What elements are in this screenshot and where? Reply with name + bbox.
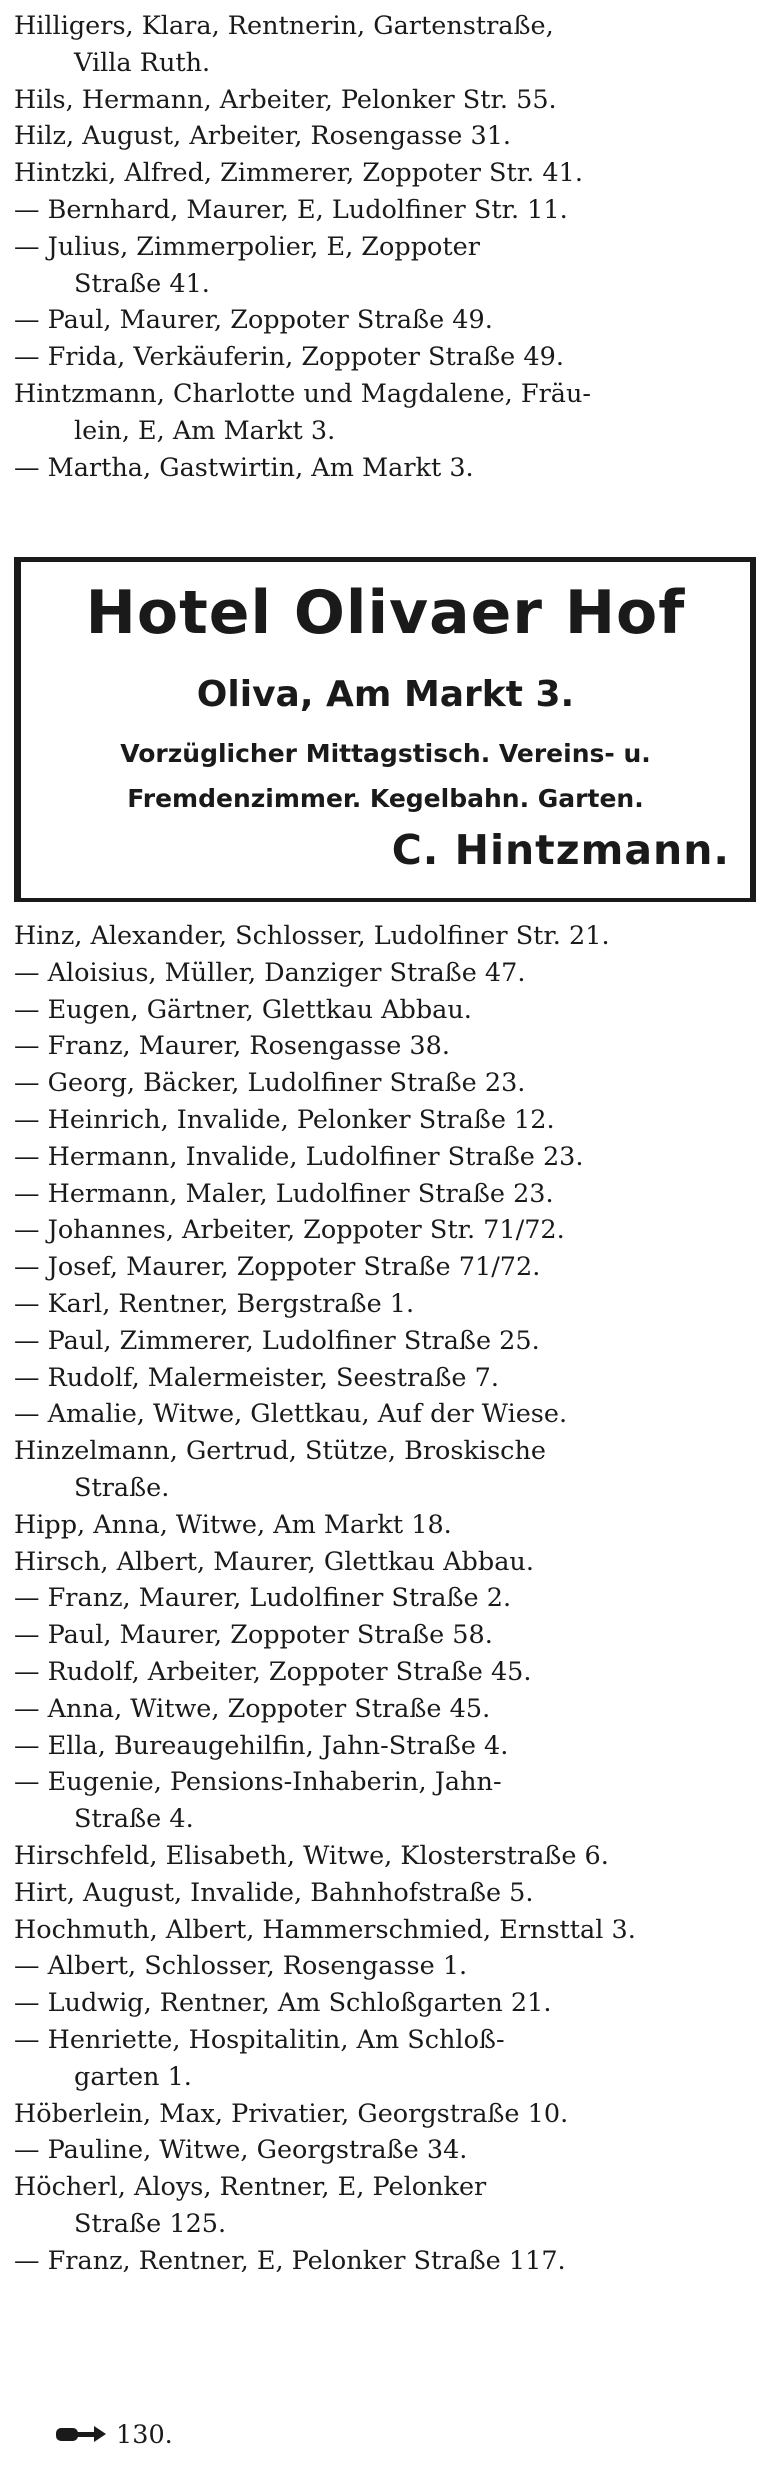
entry-line: — Eugenie, Pensions-Inhaberin, Jahn- xyxy=(14,1767,502,1798)
entry-continuation: Villa Ruth. xyxy=(74,47,211,78)
ad-owner: C. Hintzmann. xyxy=(391,826,730,874)
directory-entry xyxy=(14,2169,770,2243)
ad-text-line-1: Vorzüglicher Mittagstisch. Vereins- u. xyxy=(120,739,651,768)
entry-line: — Paul, Maurer, Zoppoter Straße 49. xyxy=(14,305,493,336)
entry-line: — Anna, Witwe, Zoppoter Straße 45. xyxy=(14,1693,491,1724)
directory-entry xyxy=(14,1286,770,1323)
directory-entry xyxy=(14,2096,770,2133)
ad-subtitle: Oliva, Am Markt 3. xyxy=(196,674,575,715)
hotel-advertisement xyxy=(14,557,756,902)
entry-line: Hirt, August, Invalide, Bahnhofstraße 5. xyxy=(14,1877,534,1908)
directory-entry xyxy=(14,376,770,450)
directory-entry xyxy=(14,1139,770,1176)
directory-entry xyxy=(14,1396,770,1433)
directory-entry xyxy=(14,1028,770,1065)
entry-line: — Franz, Maurer, Ludolfiner Straße 2. xyxy=(14,1583,512,1614)
entry-continuation: Straße 41. xyxy=(74,268,210,299)
entry-line: — Aloisius, Müller, Danziger Straße 47. xyxy=(14,957,526,988)
entry-continuation: Straße 4. xyxy=(74,1804,194,1835)
directory-entry xyxy=(14,8,770,82)
entry-line: Hinz, Alexander, Schlosser, Ludolfiner Str. 21. xyxy=(14,921,610,951)
directory-entry xyxy=(14,82,770,119)
directory-entry xyxy=(14,1580,770,1617)
entry-line: — Johannes, Arbeiter, Zoppoter Str. 71/72. xyxy=(14,1215,565,1246)
directory-entries-bottom xyxy=(14,918,770,2279)
entry-line: — Amalie, Witwe, Glettkau, Auf der Wiese. xyxy=(14,1399,568,1430)
directory-entry xyxy=(14,955,770,992)
entry-continuation: garten 1. xyxy=(74,2061,192,2092)
entry-line: Hirsch, Albert, Maurer, Glettkau Abbau. xyxy=(14,1546,534,1577)
ad-title: Hotel Olivaer Hof xyxy=(85,578,686,648)
phone-number: 130. xyxy=(116,2420,173,2450)
directory-entry xyxy=(14,1544,770,1581)
entry-line: Hirschfeld, Elisabeth, Witwe, Klosterstraße 6. xyxy=(14,1840,609,1871)
directory-entry xyxy=(14,155,770,192)
entry-line: — Franz, Rentner, E, Pelonker Straße 117. xyxy=(14,2245,566,2276)
directory-entry xyxy=(14,1360,770,1397)
directory-entries-top xyxy=(14,8,770,486)
directory-entry xyxy=(14,1838,770,1875)
entry-line: — Eugen, Gärtner, Glettkau Abbau. xyxy=(14,994,472,1025)
entry-continuation: lein, E, Am Markt 3. xyxy=(74,415,336,446)
directory-entry xyxy=(14,192,770,229)
directory-entry xyxy=(14,2022,770,2096)
directory-entry xyxy=(14,1912,770,1949)
directory-entry xyxy=(14,1176,770,1213)
entry-line: Höberlein, Max, Privatier, Georgstraße 10. xyxy=(14,2098,569,2129)
entry-line: — Ludwig, Rentner, Am Schloßgarten 21. xyxy=(14,1988,552,2019)
telephone-icon xyxy=(54,2423,108,2445)
directory-entry xyxy=(14,229,770,303)
directory-entry xyxy=(14,1507,770,1544)
entry-continuation: Straße 125. xyxy=(74,2208,227,2239)
directory-entry xyxy=(14,1102,770,1139)
directory-entry xyxy=(14,302,770,339)
entry-line: — Albert, Schlosser, Rosengasse 1. xyxy=(14,1951,468,1982)
directory-entry xyxy=(14,918,770,955)
entry-line: — Georg, Bäcker, Ludolfiner Straße 23. xyxy=(14,1068,526,1099)
directory-entry xyxy=(14,1212,770,1249)
ad-text-line-2: Fremdenzimmer. Kegelbahn. Garten. xyxy=(127,784,644,813)
entry-line: — Julius, Zimmerpolier, E, Zoppoter xyxy=(14,231,480,262)
entry-line: Hinzelmann, Gertrud, Stütze, Broskische xyxy=(14,1436,546,1467)
entry-line: — Henriette, Hospitalitin, Am Schloß- xyxy=(14,2024,505,2055)
entry-line: — Pauline, Witwe, Georgstraße 34. xyxy=(14,2135,468,2166)
entry-line: — Paul, Maurer, Zoppoter Straße 58. xyxy=(14,1620,493,1651)
directory-entry xyxy=(14,1433,770,1507)
entry-line: — Bernhard, Maurer, E, Ludolfiner Str. 11. xyxy=(14,194,568,225)
directory-entry xyxy=(14,1985,770,2022)
directory-entry xyxy=(14,1875,770,1912)
directory-entry xyxy=(14,1948,770,1985)
entry-line: — Frida, Verkäuferin, Zoppoter Straße 49. xyxy=(14,342,564,373)
entry-line: Hintzki, Alfred, Zimmerer, Zoppoter Str. 41. xyxy=(14,158,583,189)
directory-entry xyxy=(14,1728,770,1765)
entry-line: — Heinrich, Invalide, Pelonker Straße 12. xyxy=(14,1104,555,1135)
entry-line: — Franz, Maurer, Rosengasse 38. xyxy=(14,1031,450,1062)
directory-entry xyxy=(14,1654,770,1691)
entry-line: Hochmuth, Albert, Hammerschmied, Ernsttal 3. xyxy=(14,1914,636,1945)
directory-entry xyxy=(14,1249,770,1286)
entry-line: Hilz, August, Arbeiter, Rosengasse 31. xyxy=(14,121,512,152)
entry-line: Hils, Hermann, Arbeiter, Pelonker Str. 55. xyxy=(14,84,557,115)
entry-line: — Paul, Zimmerer, Ludolfiner Straße 25. xyxy=(14,1325,540,1356)
entry-line: Hipp, Anna, Witwe, Am Markt 18. xyxy=(14,1509,452,1540)
entry-line: — Ella, Bureaugehilfin, Jahn-Straße 4. xyxy=(14,1730,509,1761)
directory-entry xyxy=(14,1617,770,1654)
entry-line: — Hermann, Maler, Ludolfiner Straße 23. xyxy=(14,1178,554,1209)
entry-line: — Martha, Gastwirtin, Am Markt 3. xyxy=(14,452,474,483)
directory-entry xyxy=(14,2243,770,2280)
directory-entry xyxy=(14,1065,770,1102)
directory-entry xyxy=(14,339,770,376)
directory-entry xyxy=(14,1323,770,1360)
directory-entry xyxy=(14,2132,770,2169)
entry-line: — Hermann, Invalide, Ludolfiner Straße 23. xyxy=(14,1141,584,1172)
entry-line: — Josef, Maurer, Zoppoter Straße 71/72. xyxy=(14,1252,541,1283)
entry-line: — Karl, Rentner, Bergstraße 1. xyxy=(14,1288,415,1319)
directory-entry xyxy=(14,992,770,1029)
directory-entry xyxy=(14,1691,770,1728)
entry-line: Hilligers, Klara, Rentnerin, Gartenstraße, xyxy=(14,11,554,41)
directory-entry xyxy=(14,450,770,487)
entry-line: Höcherl, Aloys, Rentner, E, Pelonker xyxy=(14,2172,487,2203)
entry-line: — Rudolf, Arbeiter, Zoppoter Straße 45. xyxy=(14,1656,532,1687)
entry-line: Hintzmann, Charlotte und Magdalene, Fräu- xyxy=(14,378,591,409)
directory-entry xyxy=(14,1764,770,1838)
entry-continuation: Straße. xyxy=(74,1472,170,1503)
entry-line: — Rudolf, Malermeister, Seestraße 7. xyxy=(14,1362,499,1393)
directory-entry xyxy=(14,118,770,155)
phone-line xyxy=(14,2417,770,2454)
